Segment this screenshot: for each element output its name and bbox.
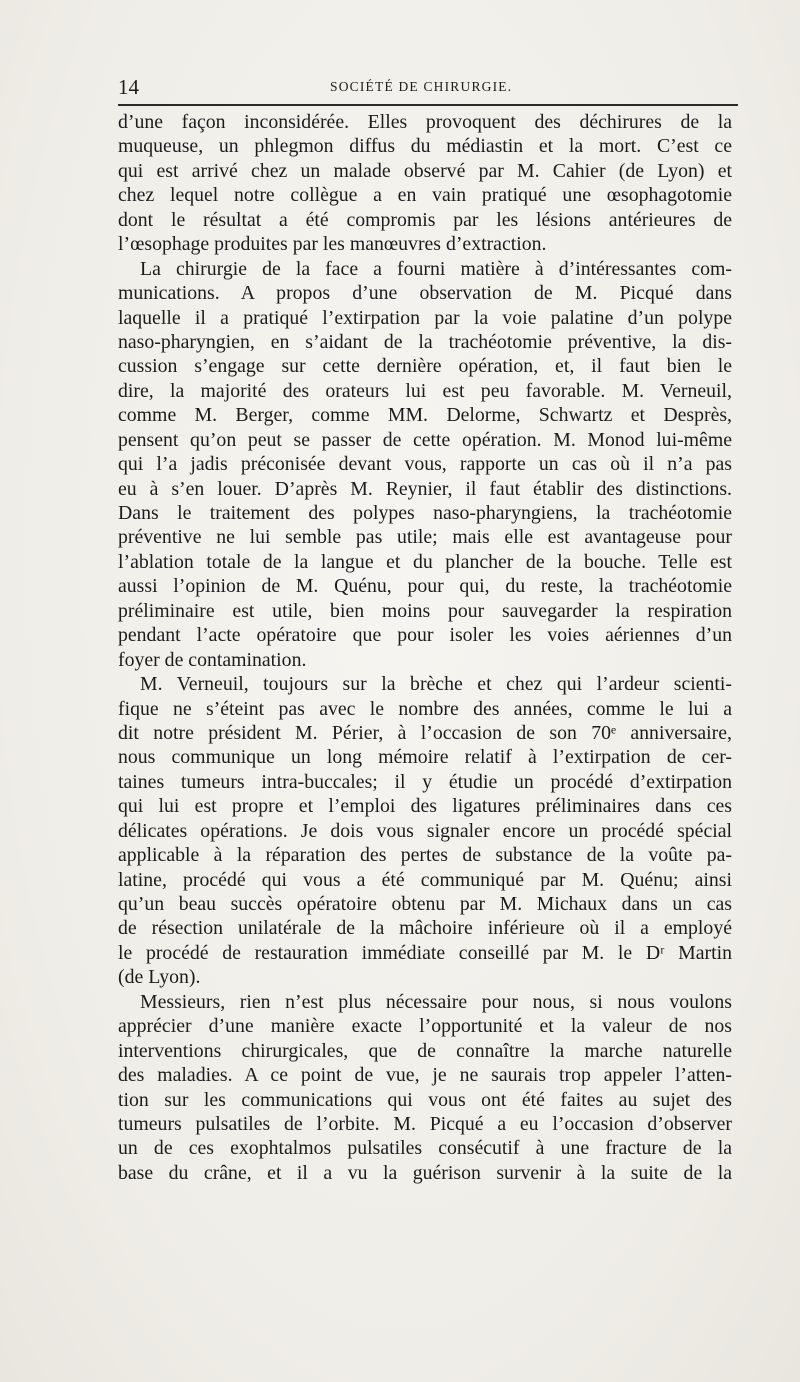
text-line: pensent qu’on peut se passer de cette opération. M. Monod lui-même: [118, 428, 732, 451]
text-line: délicates opérations. Je dois vous signaler encore un procédé spécial: [118, 819, 732, 842]
text-line: qui lui est propre et l’emploi des ligatures préliminaires dans ces: [118, 795, 732, 818]
text-line: taines tumeurs intra-buccales; il y étudie un procédé d’extirpation: [118, 770, 732, 793]
text-line: tumeurs pulsatiles de l’orbite. M. Picqué a eu l’occasion d’observer: [118, 1112, 732, 1135]
text-line: (de Lyon).: [118, 966, 201, 989]
text-line: naso-pharyngien, en s’aidant de la trachéotomie préventive, la dis-: [118, 330, 732, 353]
text-line: interventions chirurgicales, que de connaître la marche naturelle: [118, 1039, 732, 1062]
text-line: latine, procédé qui vous a été communiqué par M. Quénu; ainsi: [118, 868, 732, 891]
text-line: fique ne s’éteint pas avec le nombre des années, comme le lui a: [118, 697, 732, 720]
text-line: comme M. Berger, comme MM. Delorme, Schwartz et Desprès,: [118, 404, 732, 427]
text-line: dont le résultat a été compromis par les lésions antérieures de: [118, 208, 732, 231]
running-title: SOCIÉTÉ DE CHIRURGIE.: [330, 79, 513, 94]
page-header: [118, 74, 738, 102]
text-line: dire, la majorité des orateurs lui est peu favorable. M. Verneuil,: [118, 379, 732, 402]
text-line: Messieurs, rien n’est plus nécessaire pour nous, si nous voulons: [140, 990, 732, 1013]
text-line: aussi l’opinion de M. Quénu, pour qui, du reste, la trachéotomie: [118, 575, 732, 598]
text-line: laquelle il a pratiqué l’extirpation par la voie palatine d’un polype: [118, 306, 732, 329]
text-line: foyer de contamination.: [118, 648, 307, 671]
body-text: [118, 110, 732, 1185]
text-line: un de ces exophtalmos pulsatiles consécutif à une fracture de la: [118, 1137, 732, 1160]
text-line: nous communique un long mémoire relatif à l’extirpation de cer-: [118, 746, 732, 769]
text-line: des maladies. A ce point de vue, je ne saurais trop appeler l’atten-: [118, 1064, 732, 1087]
text-line: qu’un beau succès opératoire obtenu par M. Michaux dans un cas: [118, 893, 732, 915]
text-line: tion sur les communications qui vous ont été faites au sujet des: [118, 1088, 732, 1111]
text-line: préliminaire est utile, bien moins pour sauvegarder la respiration: [118, 599, 732, 622]
text-line: Dans le traitement des polypes naso-pharyngiens, la trachéotomie: [118, 502, 732, 524]
text-line: l’ablation totale de la langue et du plancher de la bouche. Telle est: [118, 550, 732, 573]
text-line: de résection unilatérale de la mâchoire inférieure où il a employé: [118, 917, 732, 940]
text-line: le procédé de restauration immédiate conseillé par M. le Dʳ Martin: [118, 941, 732, 964]
text-line: dit notre président M. Périer, à l’occasion de son 70ᵉ anniversaire,: [118, 721, 732, 744]
text-line: munications. A propos d’une observation de M. Picqué dans: [118, 282, 732, 305]
text-line: chez lequel notre collègue a en vain pratiqué une œsophagotomie: [118, 184, 732, 207]
text-line: qui est arrivé chez un malade observé par M. Cahier (de Lyon) et: [118, 159, 732, 182]
text-line: M. Verneuil, toujours sur la brèche et chez qui l’ardeur scienti-: [140, 673, 732, 696]
text-line: La chirurgie de la face a fourni matière à d’intéressantes com-: [140, 257, 732, 280]
text-line: l’œsophage produites par les manœuvres d’extraction.: [118, 233, 547, 256]
header-rule: [118, 104, 738, 106]
text-line: qui l’a jadis préconisée devant vous, rapporte un cas où il n’a pas: [118, 453, 732, 476]
text-line: apprécier d’une manière exacte l’opportunité et la valeur de nos: [118, 1015, 732, 1038]
text-line: base du crâne, et il a vu la guérison survenir à la suite de la: [118, 1161, 732, 1184]
text-line: d’une façon inconsidérée. Elles provoquent des déchirures de la: [118, 111, 732, 133]
text-line: eu à s’en louer. D’après M. Reynier, il faut établir des distinctions.: [118, 477, 732, 500]
text-line: préventive ne lui semble pas utile; mais elle est avantageuse pour: [118, 526, 732, 549]
page-number: 14: [118, 75, 139, 99]
text-line: pendant l’acte opératoire que pour isoler les voies aériennes d’un: [118, 624, 732, 647]
text-line: cussion s’engage sur cette dernière opération, et, il faut bien le: [118, 355, 732, 378]
text-line: muqueuse, un phlegmon diffus du médiastin et la mort. C’est ce: [118, 135, 732, 158]
text-line: applicable à la réparation des pertes de substance de la voûte pa-: [118, 844, 732, 867]
